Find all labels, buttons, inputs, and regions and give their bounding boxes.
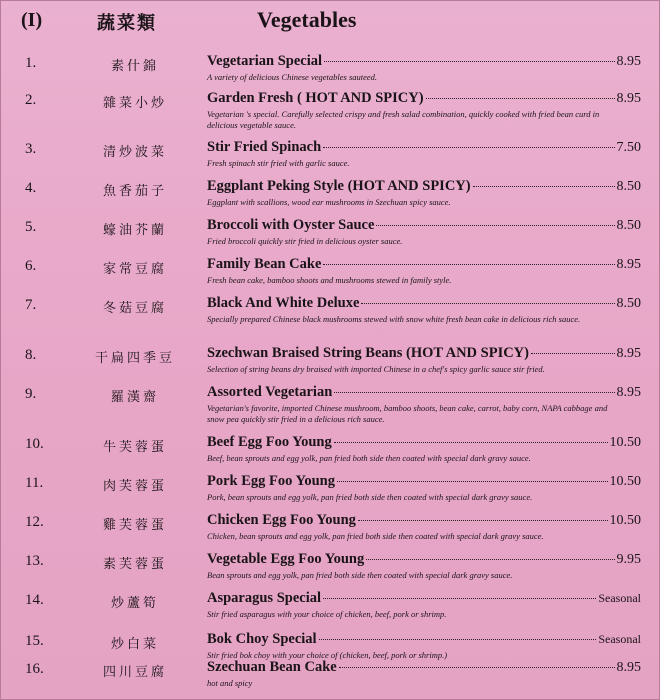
- item-description: Chicken, bean sprouts and egg yolk, pan fried both side then coated with special dark gravy sauce.: [207, 531, 544, 541]
- item-chinese-name: 清炒波菜: [102, 145, 167, 160]
- item-price: 8.50: [616, 296, 641, 311]
- item-description: Stir fried bok choy with your choice of (chicken, beef, pork or shrimp.): [207, 650, 448, 660]
- item-chinese-name: 蠔油芥蘭: [102, 223, 167, 238]
- item-chinese-name: 干扁四季豆: [94, 351, 175, 366]
- item-price: 10.50: [609, 474, 641, 489]
- leader-dots: [366, 549, 614, 560]
- item-description: Fried broccoli quickly stir fried in delicious oyster sauce.: [207, 236, 403, 246]
- item-price: Seasonal: [598, 591, 641, 605]
- item-name: Pork Egg Foo Young: [207, 473, 335, 489]
- item-number: 10.: [25, 436, 44, 452]
- item-number: 15.: [25, 633, 44, 649]
- item-price: 8.95: [616, 385, 641, 400]
- item-chinese-name: 雞芙蓉蛋: [102, 518, 167, 533]
- item-description: A variety of delicious Chinese vegetables sauteed.: [207, 72, 378, 82]
- leader-dots: [319, 629, 597, 640]
- leader-dots: [334, 382, 614, 393]
- leader-dots: [376, 215, 614, 226]
- item-number: 5.: [25, 219, 37, 235]
- leader-dots: [361, 293, 614, 304]
- item-number: 7.: [25, 297, 37, 313]
- item-name: Assorted Vegetarian: [207, 384, 333, 400]
- item-description: Beef, bean sprouts and egg yolk, pan fried both side then coated with special dark gravy sauce.: [207, 453, 531, 463]
- item-description: hot and spicy: [207, 678, 253, 688]
- leader-dots: [324, 51, 614, 62]
- item-description: Vegetarian's favorite, imported Chinese mushroom, bamboo shoots, bean cake, carrot, baby corn, NAPA cabbage and snow pea quickly stir fried in a delicious rich sauce.: [207, 403, 608, 424]
- item-chinese-name: 冬菇豆腐: [102, 301, 167, 316]
- item-name: Vegetarian Special: [207, 53, 323, 69]
- section-header: [1, 7, 659, 35]
- item-name: Szechuan Bean Cake: [207, 659, 337, 675]
- item-name: Family Bean Cake: [207, 256, 322, 272]
- item-chinese-name: 牛芙蓉蛋: [102, 440, 167, 455]
- item-chinese-name: 家常豆腐: [102, 262, 167, 277]
- item-description: Fresh spinach stir fried with garlic sauce.: [207, 158, 350, 168]
- item-description: Vegetarian 's special. Carefully selected crispy and fresh salad combination, quickly cooked with fried bean curd in delicious vegetable sauce.: [207, 109, 600, 130]
- item-number: 13.: [25, 553, 44, 569]
- item-description: Fresh bean cake, bamboo shoots and mushrooms stewed in family style.: [207, 275, 452, 285]
- item-chinese-name: 肉芙蓉蛋: [102, 479, 167, 494]
- item-price: 8.50: [616, 218, 641, 233]
- item-name: Vegetable Egg Foo Young: [207, 551, 365, 567]
- item-number: 2.: [25, 92, 37, 108]
- item-number: 12.: [25, 514, 44, 530]
- item-number: 3.: [25, 141, 37, 157]
- leader-dots: [323, 588, 596, 599]
- item-description: Pork, bean sprouts and egg yolk, pan fried both side then coated with special dark gravy sauce.: [207, 492, 533, 502]
- item-chinese-name: 炒蘆筍: [110, 596, 159, 611]
- item-chinese-name: 羅漢齋: [110, 390, 159, 405]
- item-number: 11.: [25, 475, 44, 491]
- item-description: Stir fried asparagus with your choice of chicken, beef, pork or shrimp.: [207, 609, 447, 619]
- item-number: 1.: [25, 55, 37, 71]
- item-name: Bok Choy Special: [207, 631, 317, 647]
- leader-dots: [323, 254, 614, 265]
- item-price: 8.95: [616, 54, 641, 69]
- item-price: 7.50: [616, 140, 641, 155]
- item-chinese-name: 素什錦: [110, 59, 159, 74]
- item-name: Asparagus Special: [207, 590, 322, 606]
- item-number: 4.: [25, 180, 37, 196]
- leader-dots: [334, 432, 608, 443]
- item-description: Specially prepared Chinese black mushrooms stewed with snow white fresh bean cake in delicious rich sauce.: [207, 314, 581, 324]
- item-price: 10.50: [609, 435, 641, 450]
- leader-dots: [473, 176, 615, 187]
- item-price: 8.50: [616, 179, 641, 194]
- item-chinese-name: 炒白菜: [110, 637, 159, 652]
- leader-dots: [531, 343, 615, 354]
- leader-dots: [358, 510, 608, 521]
- item-description: Bean sprouts and egg yolk, pan fried both side then coated with special dark gravy sauce.: [207, 570, 513, 580]
- section-title: Vegetables: [257, 7, 357, 32]
- item-description: Eggplant with scallions, wood ear mushrooms in Szechuan spicy sauce.: [207, 197, 451, 207]
- item-chinese-name: 四川豆腐: [102, 665, 167, 680]
- item-name: Chicken Egg Foo Young: [207, 512, 356, 528]
- item-description: Selection of string beans dry braised with imported Chinese in a chef's spicy garlic sauce stir fried.: [207, 364, 545, 374]
- item-price: 10.50: [609, 513, 641, 528]
- item-number: 14.: [25, 592, 44, 608]
- leader-dots: [426, 88, 615, 99]
- leader-dots: [323, 137, 614, 148]
- item-price: 8.95: [616, 91, 641, 106]
- item-number: 16.: [25, 661, 44, 677]
- item-name: Stir Fried Spinach: [207, 139, 322, 155]
- item-number: 6.: [25, 258, 37, 274]
- item-name: Black And White Deluxe: [207, 295, 360, 311]
- item-price: 8.95: [616, 660, 641, 675]
- item-price: 8.95: [616, 257, 641, 272]
- item-price: Seasonal: [598, 632, 641, 646]
- section-chinese-title: 蔬菜類: [97, 13, 157, 34]
- leader-dots: [337, 471, 608, 482]
- item-number: 8.: [25, 347, 37, 363]
- leader-dots: [339, 657, 615, 668]
- item-name: Eggplant Peking Style (HOT AND SPICY): [207, 178, 471, 194]
- item-number: 9.: [25, 386, 37, 402]
- item-name: Broccoli with Oyster Sauce: [207, 217, 375, 233]
- item-chinese-name: 魚香茄子: [102, 184, 167, 199]
- item-price: 9.95: [616, 552, 641, 567]
- item-name: Szechwan Braised String Beans (HOT AND SPICY): [207, 345, 529, 361]
- item-name: Beef Egg Foo Young: [207, 434, 332, 450]
- item-name: Garden Fresh ( HOT AND SPICY): [207, 90, 424, 106]
- item-chinese-name: 雜菜小炒: [102, 96, 167, 111]
- section-number: (I): [21, 9, 43, 31]
- item-chinese-name: 素芙蓉蛋: [102, 557, 167, 572]
- item-price: 8.95: [616, 346, 641, 361]
